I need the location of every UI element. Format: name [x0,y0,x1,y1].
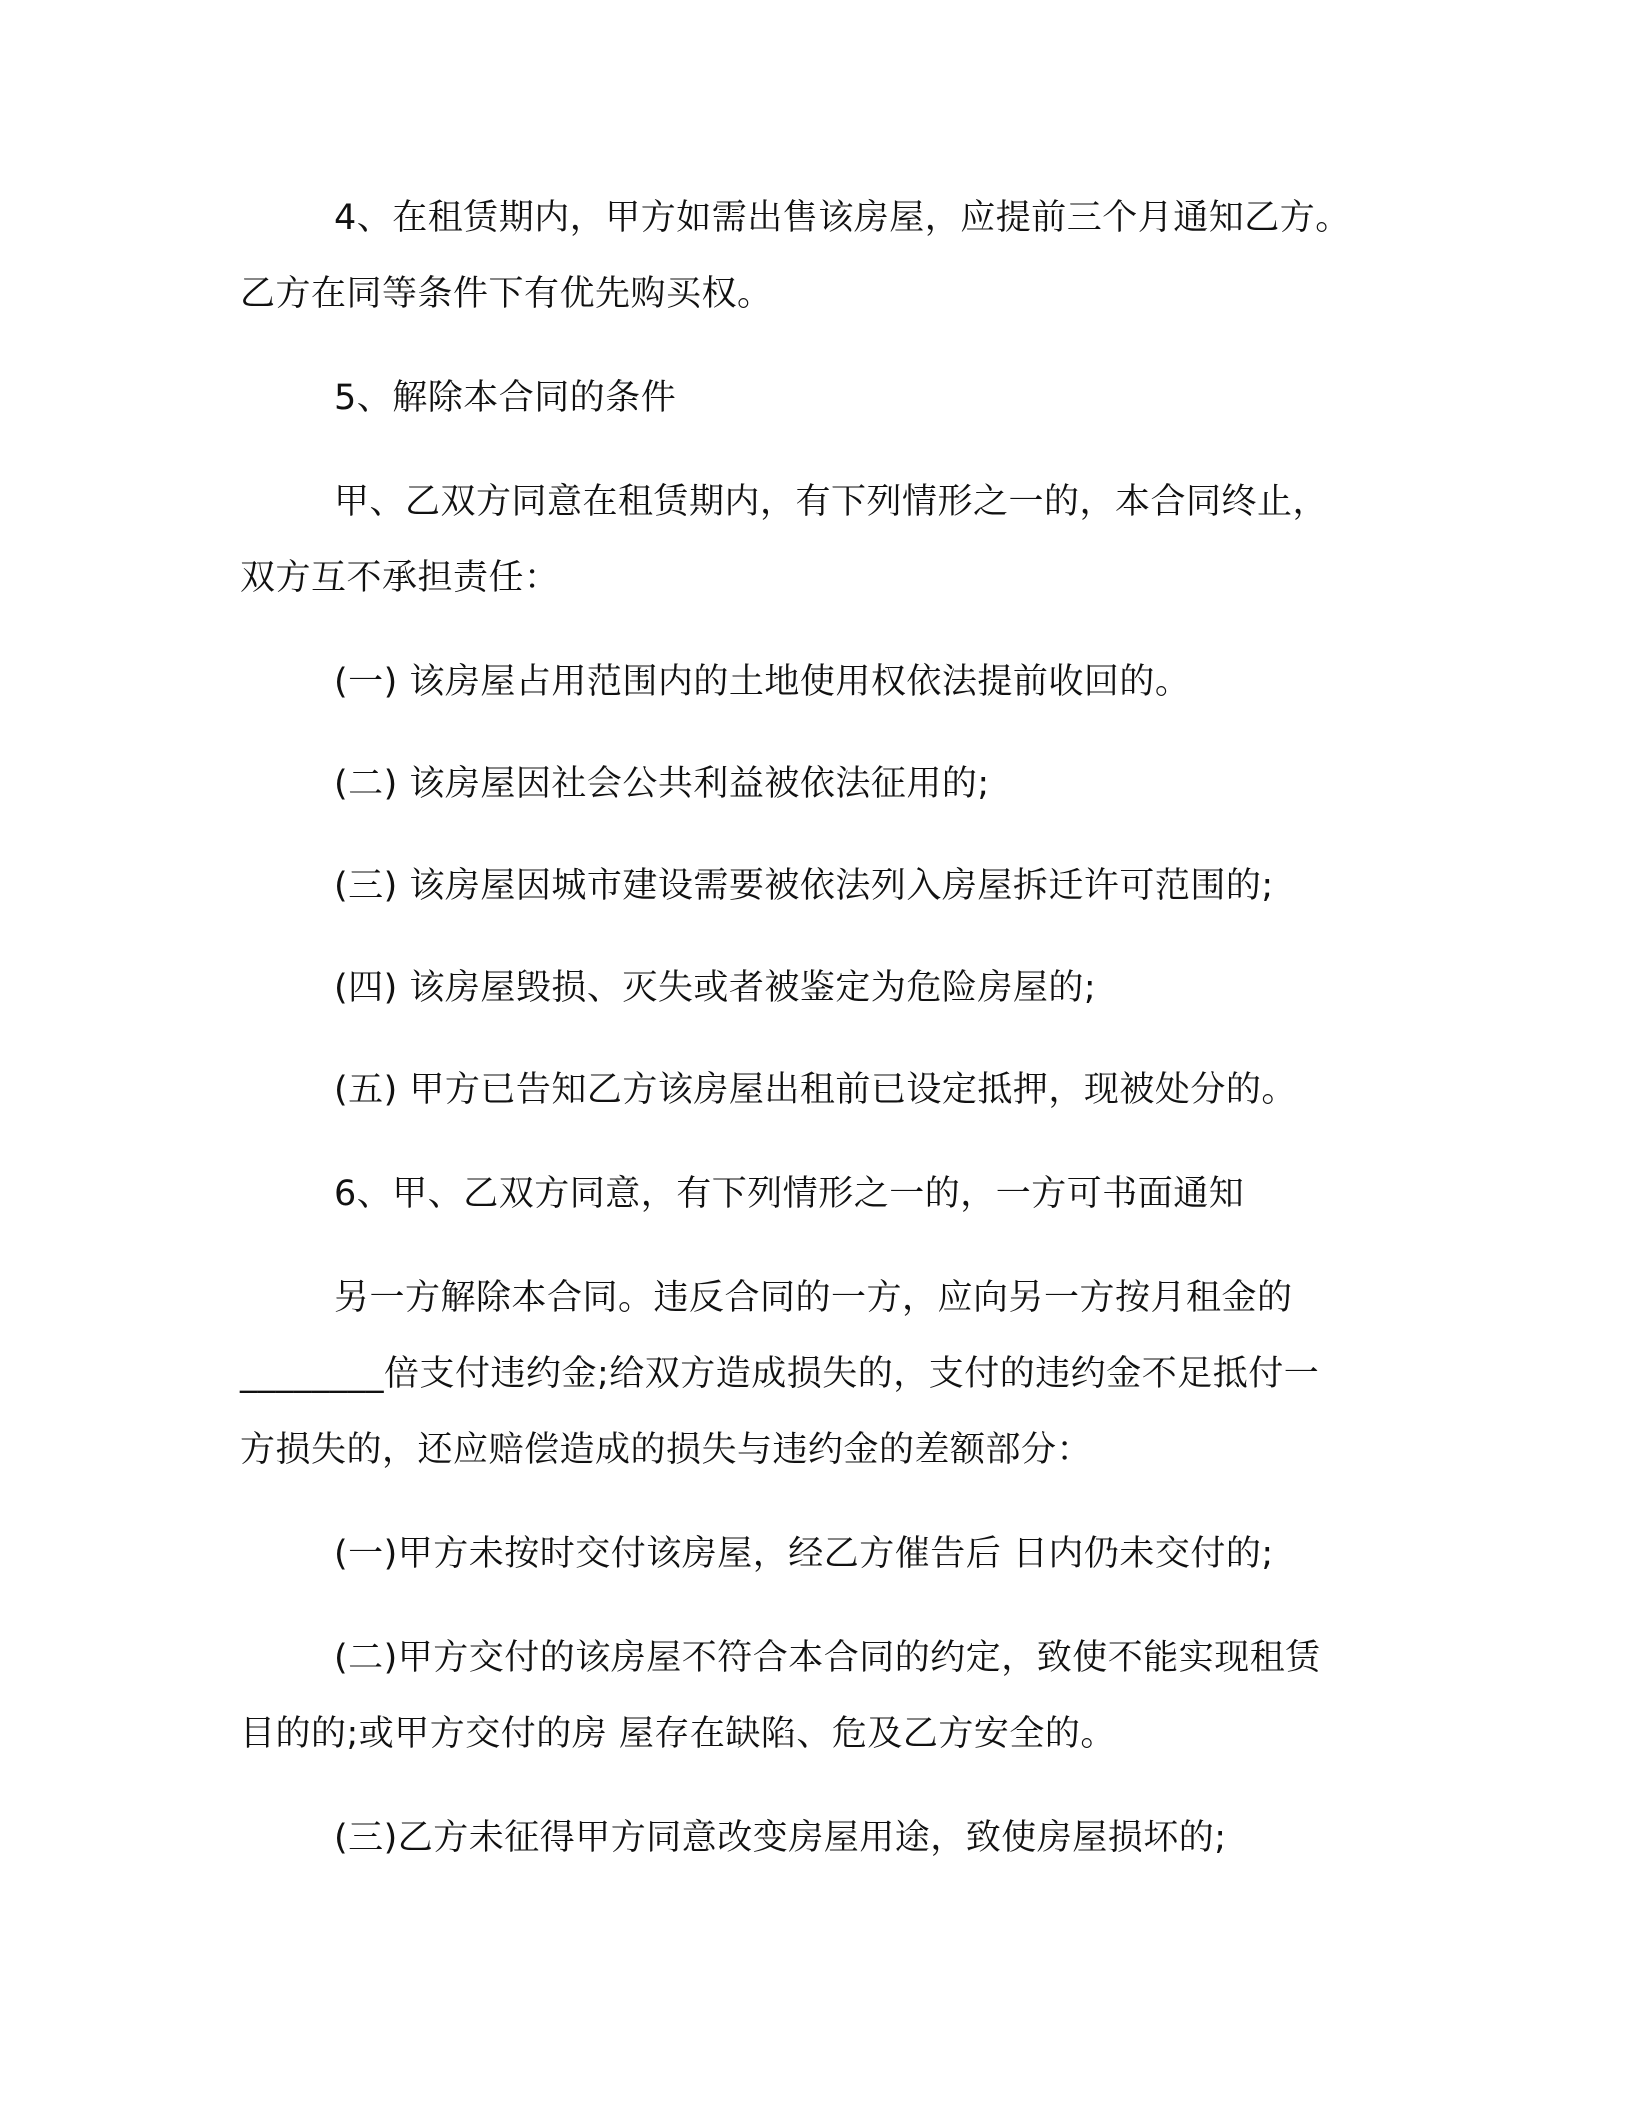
clause-6-body-line-1: 另一方解除本合同。违反合同的一方，应向另一方按月租金的 [334,1278,1293,1318]
clause-5-item-4: (四) 该房屋毁损、灭失或者被鉴定为危险房屋的; [334,968,1097,1008]
clause-5-item-1: (一) 该房屋占用范围内的土地使用权依法提前收回的。 [334,662,1191,702]
clause-5-intro-line-1: 甲、乙双方同意在租赁期内，有下列情形之一的，本合同终止， [334,482,1329,522]
clause-6-body-line-2: ________倍支付违约金;给双方造成损失的，支付的违约金不足抵付一 [240,1354,1320,1394]
clause-6-item-2-line-1: (二)甲方交付的该房屋不符合本合同的约定，致使不能实现租赁 [334,1638,1321,1678]
clause-6-item-2-line-2: 目的的;或甲方交付的房 屋存在缺陷、危及乙方安全的。 [240,1714,1116,1754]
clause-4-line-1: 4、在租赁期内，甲方如需出售该房屋，应提前三个月通知乙方。 [334,198,1351,238]
clause-6-heading: 6、甲、乙双方同意，有下列情形之一的，一方可书面通知 [334,1174,1245,1214]
clause-5-intro-line-2: 双方互不承担责任： [240,558,560,598]
clause-6-item-1: (一)甲方未按时交付该房屋，经乙方催告后 日内仍未交付的; [334,1534,1274,1574]
clause-6-body-line-3: 方损失的，还应赔偿造成的损失与违约金的差额部分： [240,1430,1093,1470]
clause-4-line-2: 乙方在同等条件下有优先购买权。 [240,274,773,314]
clause-5-heading: 5、解除本合同的条件 [334,378,677,418]
clause-5-item-2: (二) 该房屋因社会公共利益被依法征用的; [334,764,990,804]
clause-5-item-3: (三) 该房屋因城市建设需要被依法列入房屋拆迁许可范围的; [334,866,1274,906]
clause-5-item-5: (五) 甲方已告知乙方该房屋出租前已设定抵押，现被处分的。 [334,1070,1297,1110]
clause-6-item-3: (三)乙方未征得甲方同意改变房屋用途，致使房屋损坏的; [334,1818,1227,1858]
